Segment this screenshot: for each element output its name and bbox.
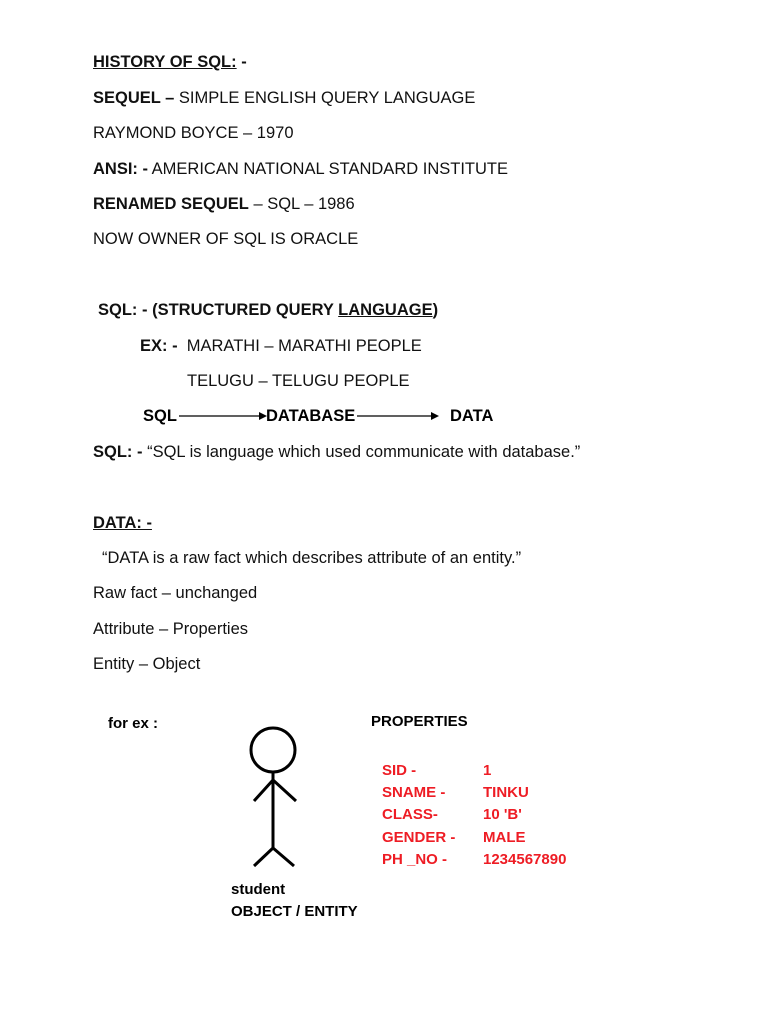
owner-line: NOW OWNER OF SQL IS ORACLE xyxy=(93,230,359,248)
flow-database-label: DATABASE xyxy=(266,407,356,425)
prop-key: SID - xyxy=(382,762,417,779)
prop-key: PH _NO - xyxy=(382,851,448,868)
entity-line: Entity – Object xyxy=(93,655,201,673)
sql-definition: SQL: - “SQL is language which used communicate with database.” xyxy=(93,443,581,461)
prop-key: SNAME - xyxy=(382,784,446,801)
flow-data-label: DATA xyxy=(450,407,494,425)
stick-figure-icon xyxy=(238,720,308,870)
ansi-line: ANSI: - AMERICAN NATIONAL STANDARD INSTITUTE xyxy=(93,160,508,178)
prop-key: CLASS- xyxy=(382,806,438,823)
sql-heading: SQL: - (STRUCTURED QUERY LANGUAGE) xyxy=(98,301,439,319)
flow-sql-label: SQL xyxy=(143,407,177,425)
sequel-line: SEQUEL – SIMPLE ENGLISH QUERY LANGUAGE xyxy=(93,89,476,107)
student-figure xyxy=(0,700,768,940)
prop-value: 1 xyxy=(483,762,492,779)
prop-value: MALE xyxy=(483,829,526,846)
sql-flow xyxy=(143,405,563,429)
history-heading: HISTORY OF SQL: - xyxy=(93,53,247,71)
prop-value: TINKU xyxy=(483,784,529,801)
boyce-line: RAYMOND BOYCE – 1970 xyxy=(93,124,294,142)
example-line-2: TELUGU – TELUGU PEOPLE xyxy=(187,372,410,390)
arrow-right-icon xyxy=(179,405,269,427)
arrow-right-icon xyxy=(357,405,441,427)
example-line-1: EX: - MARATHI – MARATHI PEOPLE xyxy=(140,337,422,355)
object-entity-caption: OBJECT / ENTITY xyxy=(231,903,358,920)
prop-value: 1234567890 xyxy=(483,851,567,868)
student-caption: student xyxy=(231,881,286,898)
for-example-label: for ex : xyxy=(108,715,159,732)
data-definition: “DATA is a raw fact which describes attribute of an entity.” xyxy=(102,549,522,567)
renamed-line: RENAMED SEQUEL – SQL – 1986 xyxy=(93,195,355,213)
data-heading: DATA: - xyxy=(93,514,152,532)
attribute-line: Attribute – Properties xyxy=(93,620,248,638)
prop-value: 10 'B' xyxy=(483,806,522,823)
properties-title: PROPERTIES xyxy=(371,713,468,730)
rawfact-line: Raw fact – unchanged xyxy=(93,584,258,602)
prop-key: GENDER - xyxy=(382,829,456,846)
